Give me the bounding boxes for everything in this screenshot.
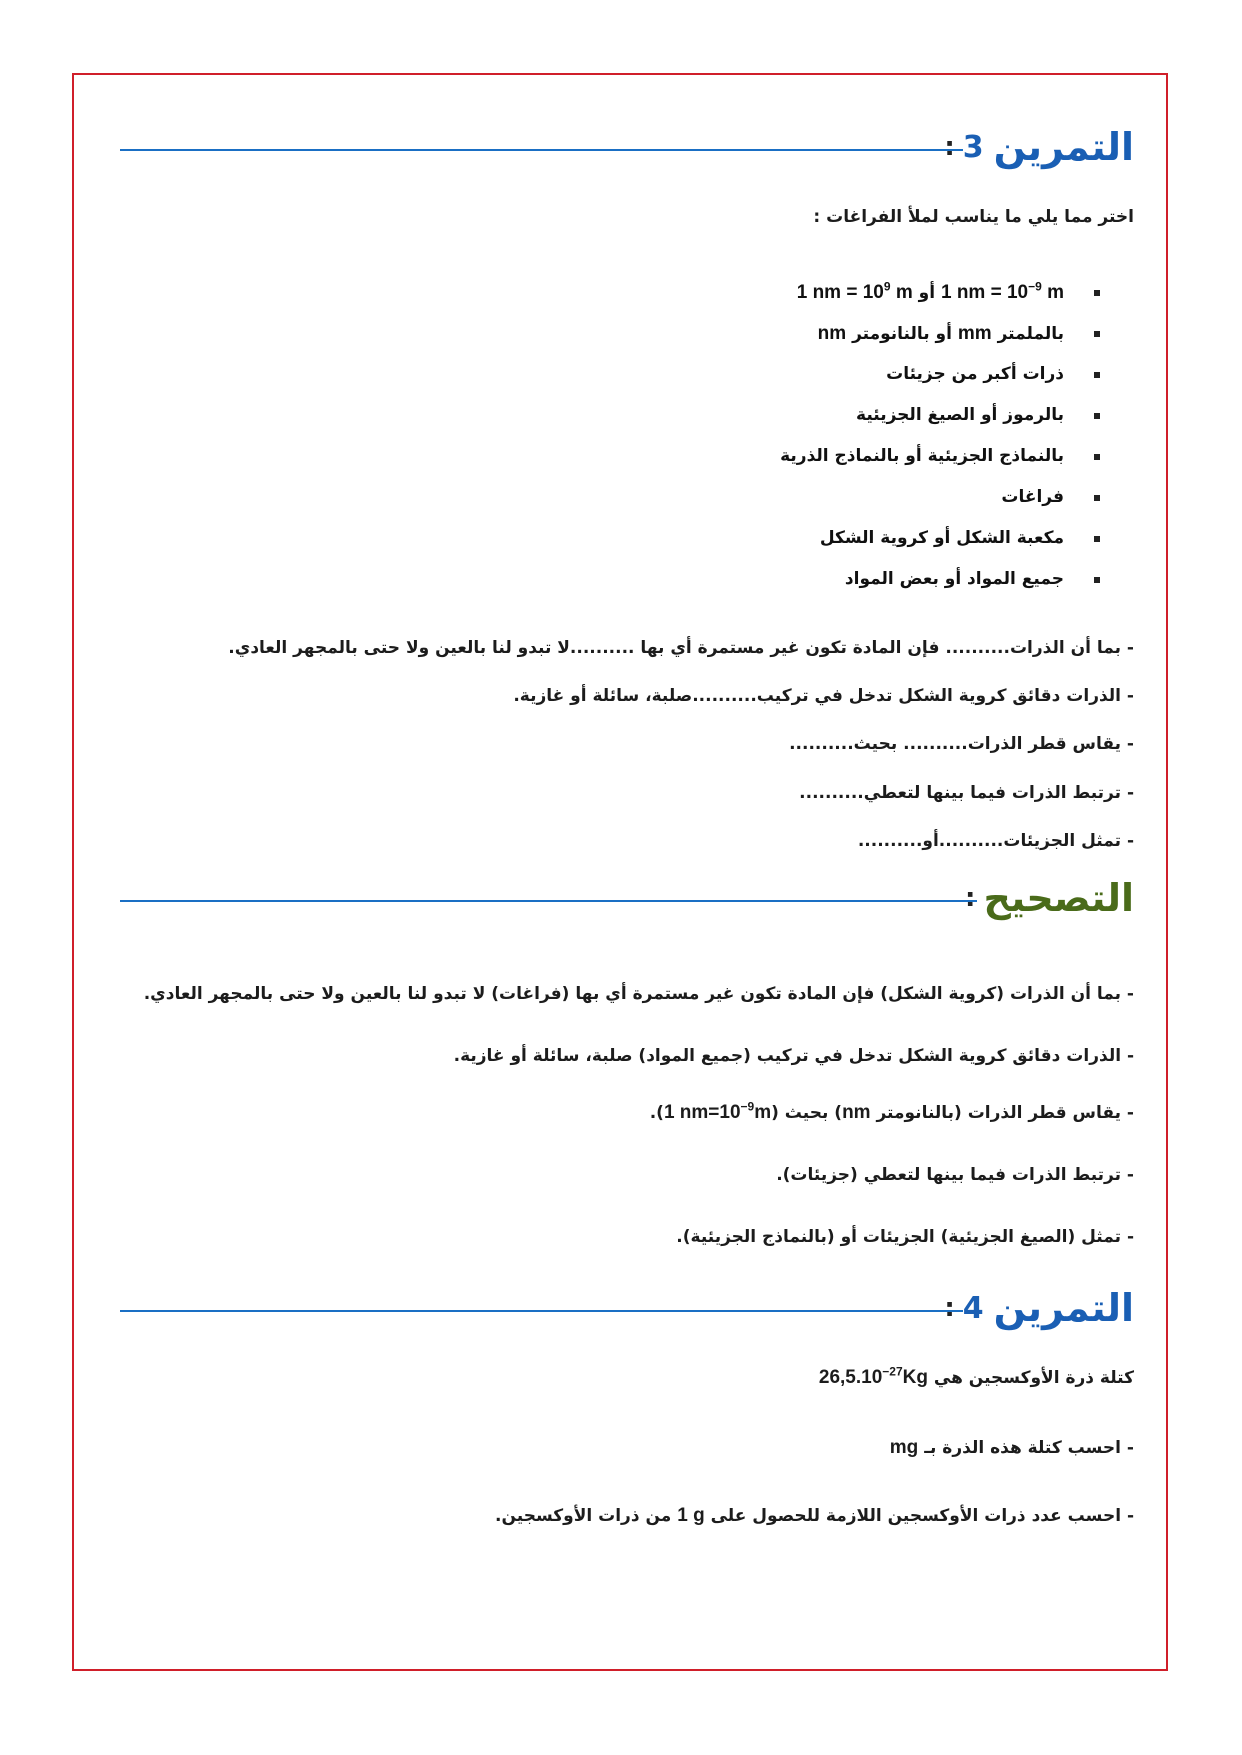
correction-heading	[957, 868, 1134, 928]
answer-3: - يقاس قطر الذرات (بالنانومتر nm) بحيث (1 $nm=10^{-9}m$).	[649, 1099, 1134, 1123]
instruction: اختر مما يلي ما يناسب لملأ الفراغات :	[813, 207, 1134, 227]
blank-sentence-5: - تمثل الجزيئات..........أو..........	[857, 831, 1134, 851]
blank-sentence-1: - بما أن الذرات.......... فإن المادة تكون غير مستمرة أي بها ..........لا تبدو لنا بالعين ولا حتى بالمجهر العادي.	[228, 638, 1134, 658]
exercise-4-heading	[936, 1278, 1134, 1338]
answer-4: - ترتبط الذرات فيما بينها لتعطي (جزيئات).	[776, 1165, 1134, 1185]
option-item: ذرات أكبر من جزيئات	[780, 354, 1064, 395]
oxygen-mass-statement: كتلة ذرة الأوكسجين هي $26,5.10^{-27}Kg$	[818, 1364, 1134, 1388]
blank-sentence-2: - الذرات دقائق كروية الشكل تدخل في تركيب..........صلبة، سائلة أو غازية.	[513, 686, 1134, 706]
exercise-3-number: 3	[962, 129, 984, 165]
option-item: 1 nm = $10^{-9}$ m أو 1 nm = $10^9$ m	[780, 272, 1064, 313]
exercise-4-number: 4	[962, 1290, 984, 1326]
bullet-icon	[1094, 413, 1100, 419]
bullet-icon	[1094, 495, 1100, 501]
blank-sentence-4: - ترتبط الذرات فيما بينها لتعطي..........	[799, 783, 1134, 803]
exercise-3-heading	[936, 117, 1134, 177]
exercise-3-colon: :	[944, 132, 955, 162]
bullet-icon	[1094, 536, 1100, 542]
bullet-icon	[1094, 577, 1100, 583]
option-item: جميع المواد أو بعض المواد	[780, 559, 1064, 600]
exercise-3-title: التمرين	[993, 125, 1134, 169]
bullet-icon	[1094, 290, 1100, 296]
question-1: - احسب كتلة هذه الذرة بـ mg	[889, 1437, 1134, 1458]
question-2: - احسب عدد ذرات الأوكسجين اللازمة للحصول على 1 g من ذرات الأوكسجين.	[495, 1505, 1134, 1526]
option-item: مكعبة الشكل أو كروية الشكل	[780, 518, 1064, 559]
correction-title: التصحيح	[983, 876, 1134, 920]
bullet-icon	[1094, 454, 1100, 460]
answer-1: - بما أن الذرات (كروية الشكل) فإن المادة تكون غير مستمرة أي بها (فراغات) لا تبدو لنا بالعين ولا حتى بالمجهر العادي.	[143, 984, 1134, 1004]
blank-sentence-3: - يقاس قطر الذرات.......... بحيث..........	[789, 734, 1134, 754]
bullet-icon	[1094, 331, 1100, 337]
correction-colon: :	[965, 883, 976, 913]
answer-5: - تمثل (الصيغ الجزيئية) الجزيئات أو (بالنماذج الجزيئية).	[676, 1227, 1134, 1247]
exercise-4-colon: :	[944, 1293, 955, 1323]
option-item: بالرموز أو الصيغ الجزيئية	[780, 395, 1064, 436]
correction-rule	[120, 900, 977, 902]
option-item: بالنماذج الجزيئية أو بالنماذج الذرية	[780, 436, 1064, 477]
exercise-3-rule	[120, 149, 963, 151]
exercise-4-title: التمرين	[993, 1286, 1134, 1330]
option-item: بالملمتر mm أو بالنانومتر nm	[780, 313, 1064, 354]
options-list	[780, 272, 1064, 600]
exercise-4-rule	[120, 1310, 963, 1312]
option-item: فراغات	[780, 477, 1064, 518]
bullet-icon	[1094, 372, 1100, 378]
answer-2: - الذرات دقائق كروية الشكل تدخل في تركيب (جميع المواد) صلبة، سائلة أو غازية.	[453, 1046, 1134, 1066]
